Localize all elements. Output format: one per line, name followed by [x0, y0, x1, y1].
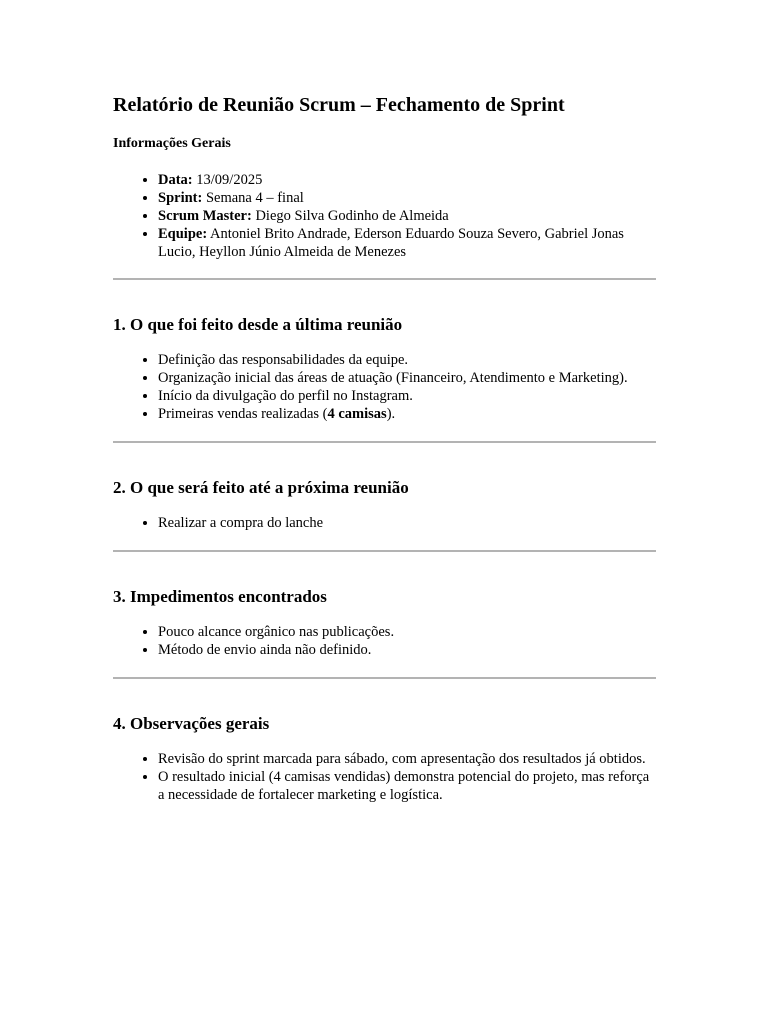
document-content	[113, 92, 656, 804]
list-item-text: ).	[386, 406, 396, 422]
info-item-date	[158, 171, 656, 189]
divider	[113, 677, 656, 679]
list-item: • O resultado inicial (4 camisas vendidas) demonstra potencial do projeto, mas reforça a necessidade de fortalecer marketing e logística.	[158, 768, 656, 804]
section-list-next	[113, 514, 656, 532]
info-label: Sprint:	[158, 190, 203, 206]
info-heading: Informações Gerais	[113, 136, 231, 151]
info-item-team	[158, 225, 656, 261]
list-item: • Pouco alcance orgânico nas publicações.	[158, 623, 656, 641]
list-item-bold: 4 camisas	[327, 406, 387, 422]
section-list-done	[113, 351, 656, 423]
divider	[113, 550, 656, 552]
list-item: • Realizar a compra do lanche	[158, 514, 656, 532]
list-item: • Definição das responsabilidades da equipe.	[158, 351, 656, 369]
list-item: • Método de envio ainda não definido.	[158, 641, 656, 659]
section-title-next: 2. O que será feito até a próxima reunião	[113, 478, 409, 497]
list-item-text: Primeiras vendas realizadas (	[158, 406, 328, 422]
section-title-impediments: 3. Impedimentos encontrados	[113, 587, 327, 606]
info-item-scrum-master	[158, 207, 656, 225]
info-label: Scrum Master:	[158, 208, 252, 224]
document-title: Relatório de Reunião Scrum – Fechamento de Sprint	[113, 94, 565, 116]
section-list-observations	[113, 750, 656, 804]
section-title-done: 1. O que foi feito desde a última reunião	[113, 315, 403, 334]
divider	[113, 278, 656, 280]
info-item-sprint	[158, 189, 656, 207]
info-value: Semana 4 – final	[202, 190, 304, 206]
list-item: • Revisão do sprint marcada para sábado, com apresentação dos resultados já obtidos.	[158, 750, 656, 768]
list-item: • Início da divulgação do perfil no Instagram.	[158, 387, 656, 405]
list-item	[158, 405, 656, 423]
info-label: Data:	[158, 172, 193, 188]
info-label: Equipe:	[158, 226, 208, 242]
info-value: Antoniel Brito Andrade, Ederson Eduardo Souza Severo, Gabriel Jonas Lucio, Heyllon Júnio Almeida de Menezes	[158, 226, 624, 260]
info-value: 13/09/2025	[192, 172, 263, 188]
info-list	[113, 171, 656, 261]
list-item: • Organização inicial das áreas de atuação (Financeiro, Atendimento e Marketing).	[158, 369, 656, 387]
divider	[113, 441, 656, 443]
section-title-observations: 4. Observações gerais	[113, 714, 270, 733]
info-value: Diego Silva Godinho de Almeida	[251, 208, 449, 224]
section-list-impediments	[113, 623, 656, 659]
